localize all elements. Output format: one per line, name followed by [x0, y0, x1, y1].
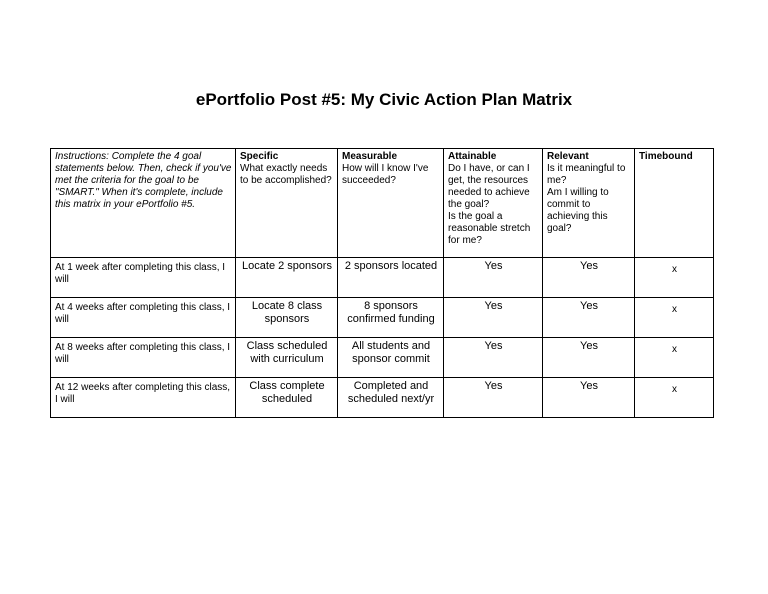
header-timebound: [635, 149, 714, 258]
specific-cell: Locate 2 sponsors: [236, 258, 338, 298]
column-title: Attainable: [448, 151, 497, 162]
row-label: At 4 weeks after completing this class, I will: [51, 298, 236, 338]
column-description: What exactly needs to be accomplished?: [240, 163, 332, 186]
specific-cell: Locate 8 class sponsors: [236, 298, 338, 338]
specific-cell: Class scheduled with curriculum: [236, 338, 338, 378]
measurable-cell: 8 sponsors confirmed funding: [338, 298, 444, 338]
header-relevant: [543, 149, 635, 258]
column-title: Specific: [240, 151, 279, 162]
column-description: Is it meaningful to me? Am I willing to commit to achieving this goal?: [547, 163, 626, 234]
relevant-cell: Yes: [543, 298, 635, 338]
header-row: [51, 149, 714, 258]
relevant-cell: Yes: [543, 378, 635, 418]
relevant-cell: Yes: [543, 258, 635, 298]
header-measurable: [338, 149, 444, 258]
timebound-cell: x: [635, 298, 714, 338]
measurable-cell: 2 sponsors located: [338, 258, 444, 298]
column-title: Timebound: [639, 151, 693, 162]
header-attainable: [444, 149, 543, 258]
relevant-cell: Yes: [543, 338, 635, 378]
row-label: At 8 weeks after completing this class, I will: [51, 338, 236, 378]
timebound-cell: x: [635, 378, 714, 418]
civic-action-plan-matrix: [50, 148, 714, 418]
table-row: [51, 378, 714, 418]
header-specific: [236, 149, 338, 258]
measurable-cell: Completed and scheduled next/yr: [338, 378, 444, 418]
row-label: At 1 week after completing this class, I will: [51, 258, 236, 298]
instructions-cell: Instructions: Complete the 4 goal statements below. Then, check if you've met the criteria for the goal to be "SMART." When it's complete, include this matrix in your ePortfolio #5.: [51, 149, 236, 258]
table-row: [51, 258, 714, 298]
table-row: [51, 338, 714, 378]
timebound-cell: x: [635, 258, 714, 298]
column-description: Do I have, or can I get, the resources needed to achieve the goal? Is the goal a reasonable stretch for me?: [448, 163, 531, 246]
column-title: Relevant: [547, 151, 589, 162]
attainable-cell: Yes: [444, 258, 543, 298]
row-label: At 12 weeks after completing this class, I will: [51, 378, 236, 418]
column-description: How will I know I've succeeded?: [342, 163, 429, 186]
measurable-cell: All students and sponsor commit: [338, 338, 444, 378]
attainable-cell: Yes: [444, 378, 543, 418]
attainable-cell: Yes: [444, 338, 543, 378]
page-title: ePortfolio Post #5: My Civic Action Plan Matrix: [195, 90, 573, 109]
attainable-cell: Yes: [444, 298, 543, 338]
specific-cell: Class complete scheduled: [236, 378, 338, 418]
timebound-cell: x: [635, 338, 714, 378]
table-row: [51, 298, 714, 338]
column-title: Measurable: [342, 151, 398, 162]
